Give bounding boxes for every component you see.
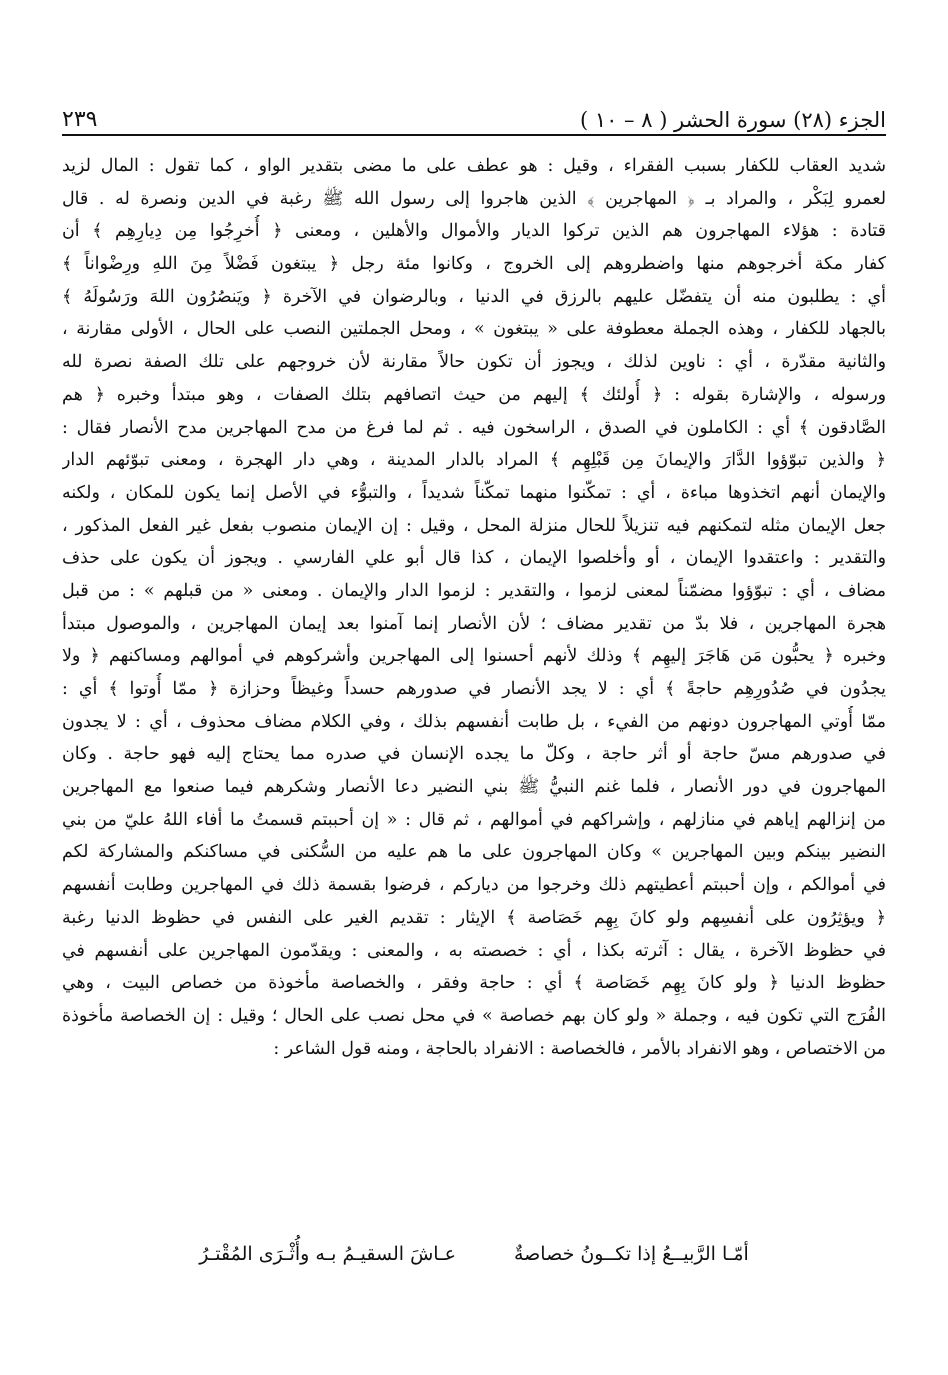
verse-first-hemistich: أمّـا الرَّبيــعُ إذا تكــونُ خصاصةٌ <box>513 1243 749 1265</box>
text-line: مضاف ، أي : تبوّؤوا مضمّناً لمعنى لزموا ، والتقدير : لزموا الدار والإيمان . ومعنى « من قبلهم » : من قبل <box>62 580 886 601</box>
text-line: بالجهاد للكفار ، وهذه الجملة معطوفة على « يبتغون » ، ومحل الجملتين النصب على الحال ، الأولى مقارنة ، <box>62 319 886 340</box>
header-divider <box>62 134 886 136</box>
running-head: الجزء (٢٨) سورة الحشر ( ٨ – ١٠ ) <box>579 108 886 132</box>
text-line: ممّا أُوتي المهاجرون دونهم من الفيء ، بل طابت أنفسهم بذلك ، وفي الكلام مضاف محذوف ، أي : لا يجدون <box>62 711 886 732</box>
text-line: أي : يطلبون منه أن يتفضّل عليهم بالرزق في الدنيا ، وبالرضوان في الآخرة ﴿ ويَنصُرُون اللهَ ورَسُولَهُ ﴾ <box>62 286 886 307</box>
text-line: هجرة المهاجرين ، فلا بدّ من تقدير مضاف ؛ لأن الأنصار إنما آمنوا بعد إيمان المهاجرين ، والموصول مبتدأ <box>62 613 886 634</box>
text-line: ورسوله ، والإشارة بقوله : ﴿ أُولئك ﴾ إليهم من حيث اتصافهم بتلك الصفات ، وهو مبتدأ وخبره ﴿ هم <box>62 384 886 405</box>
text-line: والتقدير : واعتقدوا الإيمان ، أو وأخلصوا الإيمان ، كذا قال أبو علي الفارسي . ويجوز أن يكون على حذف <box>62 548 886 569</box>
text-line: من الاختصاص ، وهو الانفراد بالأمر ، فالخصاصة : الانفراد بالحاجة ، ومنه قول الشاعر : <box>273 1038 886 1059</box>
text-line: النضير بينكم وبين المهاجرين » وكان المهاجرون على ما هم عليه من السُّكنى في مساكنكم والمشاركة لكم <box>62 842 886 863</box>
text-line: في حظوظ الآخرة ، يقال : آثرته بكذا ، أي : خصصته به ، والمعنى : ويقدّمون المهاجرين على أنفسهم في <box>62 940 886 961</box>
text-line: الفُرَج التي تكون فيه ، وجملة « ولو كان بهم خصاصة » في محل نصب على الحال ؛ وقيل : إن الخصاصة مأخوذة <box>62 1005 886 1026</box>
text-line: والثانية مقدّرة ، أي : ناوين لذلك ، ويجوز أن تكون حالاً مقارنة لأن خروجهم على تلك الصفة نصرة لله <box>62 352 886 373</box>
text-line: يجدُون في صُدُورِهِم حاجةً ﴾ أي : لا يجد الأنصار في صدورهم حسداً وغيظاً وحزازة ﴿ ممّا أُوتوا ﴾ أي : <box>62 679 886 699</box>
text-line: والإيمان أنهم اتخذوها مباءة ، أي : تمكّنوا منهما تمكّناً شديداً ، والتبوُّء في الأصل إنما يكون للمكان ، ولكنه <box>62 482 886 503</box>
text-line: كفار مكة أخرجوهم منها واضطروهم إلى الخروج ، وكانوا مئة رجل ﴿ يبتغون فَضْلاً مِنَ اللهِ ورِضْواناً ﴾ <box>62 254 886 275</box>
page-header <box>62 92 886 132</box>
text-line: وخبره ﴿ يحبُّون مَن هَاجَرَ إليهِم ﴾ وذلك لأنهم أحسنوا إلى المهاجرين وأشركوهم في أموالهم ومساكنهم ﴿ ولا <box>62 646 886 667</box>
text-line: قتادة : هؤلاء المهاجرون هم الذين تركوا الديار والأموال والأهلين ، ومعنى ﴿ أُخرِجُوا مِن دِيارِهِم ﴾ أن <box>62 221 886 242</box>
text-line: لعمرو لِبَكْر ، والمراد بـ ﴿ المهاجرين ﴾ الذين هاجروا إلى رسول الله ﷺ رغبة في الدين ونصرة له . قال <box>62 188 886 209</box>
verse-second-hemistich: عـاشَ السقيـمُ بـه وأُثْـرَى المُقْتـرُ <box>199 1243 456 1265</box>
page-number: ٢٣٩ <box>62 107 98 132</box>
text-line: حظوظ الدنيا ﴿ ولو كانَ بِهِم خَصَاصة ﴾ أي : حاجة وفقر ، والخصاصة مأخوذة من خصاص البيت ، وهي <box>62 973 886 994</box>
poetry-verse <box>160 1234 788 1274</box>
text-line: في صدورهم مسّ حاجة أو أثر حاجة ، وكلّ ما يجده الإنسان في صدره مما يحتاج إليه فهو حاجة . وكان <box>62 744 886 765</box>
text-line: الصَّادقون ﴾ أي : الكاملون في الصدق ، الراسخون فيه . ثم لما فرغ من مدح المهاجرين مدح الأنصار فقال : <box>62 417 886 438</box>
text-line: في أموالكم ، وإن أحببتم أعطيتهم ذلك وخرجوا من دياركم ، فرضوا بقسمة ذلك في المهاجرين وطابت أنفسهم <box>62 875 886 896</box>
text-line: ﴿ والذين تبوّؤوا الدَّارَ والإيمانَ مِن قَبْلِهِم ﴾ المراد بالدار المدينة ، وهي دار الهجرة ، ومعنى تبوّئهم الدار <box>62 450 886 471</box>
text-line: جعل الإيمان مثله لتمكنهم فيه تنزيلاً للحال منزلة المحل ، وقيل : إن الإيمان منصوب بفعل غير الفعل المذكور ، <box>62 515 886 536</box>
text-line: ﴿ ويؤثِرُون على أنفسِهم ولو كانَ بِهِم خَصَاصة ﴾ الإيثار : تقديم الغير على النفس في حظوظ الدنيا رغبة <box>62 907 886 928</box>
text-line: المهاجرون في دور الأنصار ، فلما غنم النبيُّ ﷺ بني النضير دعا الأنصار وشكرهم فيما صنعوا مع المهاجرين <box>62 777 886 798</box>
commentary-text <box>62 150 886 1065</box>
text-line: شديد العقاب للكفار بسبب الفقراء ، وقيل : هو عطف على ما مضى بتقدير الواو ، كما تقول : المال لزيد <box>62 156 886 176</box>
text-line: من إنزالهم إياهم في منازلهم ، وإشراكهم في أموالهم ، ثم قال : « إن أحببتم قسمتُ ما أفاء اللهُ عليّ من بني <box>62 809 886 830</box>
